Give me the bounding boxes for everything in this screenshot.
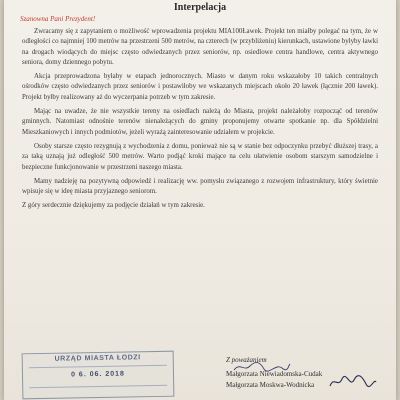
stamp-date: 0 6. 06. 2018	[70, 370, 125, 379]
stamp-rule	[29, 365, 167, 368]
signer-name: Małgorzata Moskwa-Wodnicka	[226, 381, 315, 389]
stamp-rule	[29, 385, 167, 388]
paragraph: Osoby starsze często rezygnują z wychodzenia z domu, ponieważ nie są w stanie bez odpoczynku przebyć dłuższej trasy, a za taką uznają już odległość 500 metrów. Warto podjąć kroki mające na celu ułatwienie osobom starszym samodzielne i bezpieczne funkcjonowanie w przestrzeni naszego miasta.	[22, 142, 378, 171]
paragraph: Zwracamy się z zapytaniem o możliwość wprowadzenia projektu MIA100Ławek. Projekt ten miałby polegać na tym, że w odległości co najmniej 100 metrów na przestrzeni 500 metrów, na czterech (w przybliżeniu) kierunkach, ustawione byłyby ławki na drogach wiodących do miejsc często odwiedzanych przez seniorów, np. osiedlowe centra handlowe, centra aktywnego seniora, domy dziennego pobytu.	[22, 28, 378, 66]
salutation: Szanowna Pani Prezydent!	[20, 15, 96, 23]
regards: Z poważaniem	[226, 356, 267, 364]
paragraph: Mając na uwadze, że nie wszystkie tereny na osiedlach należą do Miasta, projekt należałoby rozpocząć od terenów gminnych. Natomiast odnośnie terenów nienależących do gminy proponujemy otwarte spotkanie np. dla Spółdzielni Mieszkaniowych i innych podmiotów, jeżeli wyrażą zainteresowanie udziałem w projekcie.	[22, 108, 378, 136]
letter-body	[22, 27, 378, 216]
closing-line: Z góry serdecznie dziękujemy za podjęcie działań w tym zakresie.	[22, 202, 205, 210]
paragraph: Akcja przeprowadzona byłaby w etapach jednorocznych. Miasto w danym roku wskazałoby 10 takich centralnych ośrodków często odwiedzanych przez seniorów i postawiłoby we wskazanych miejscach około 20 ławek (łącznie 200 ławek). Projekt byłby realizowany aż do wyczerpania potrzeb w tym zakresie.	[22, 73, 378, 101]
signature-scribble-icon	[328, 374, 378, 390]
paragraph: Mamy nadzieję na pozytywną odpowiedź i realizację ww. pomysłu związanego z rozwojem infrastruktury, który świetnie wpisuje się w ideę miasta przyjaznego seniorom.	[22, 177, 378, 196]
signer-name: Małgorzata Niewiadomska-Cudak	[226, 370, 323, 378]
receipt-stamp	[22, 351, 175, 400]
letter-heading: Interpelacja	[173, 2, 227, 13]
letter-page	[4, 0, 396, 400]
stamp-title: URZĄD MIASTA ŁODZI	[54, 354, 141, 363]
